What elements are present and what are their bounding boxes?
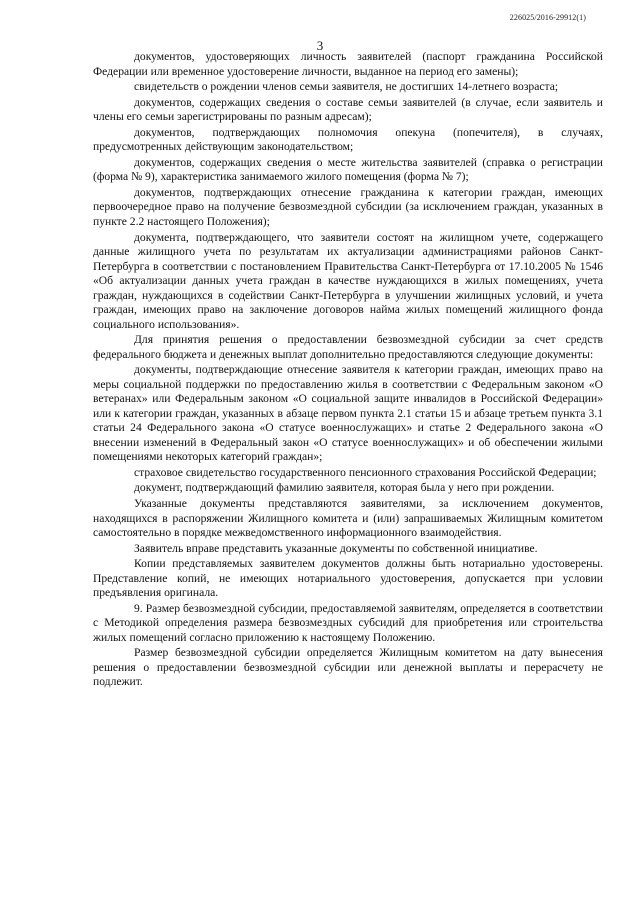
paragraph-subsidy-size-method: 9. Размер безвозмездной субсидии, предоставляемой заявителям, определяется в соответствии с Методикой определения размера безвозмездных субсидий для приобретения или строительства жилых помещений согласно приложению к настоящему Положению.: [93, 601, 603, 644]
paragraph-notarized-copies: Копии представляемых заявителем документов должны быть нотариально удостоверены. Представление копий, не имеющих нотариального удостоверения, допускается при условии предъявления оригинала.: [93, 557, 603, 600]
document-registration-code: 226025/2016-29912(1): [509, 13, 586, 22]
document-body: [93, 50, 603, 691]
paragraph-birth-certificates: свидетельств о рождении членов семьи заявителя, не достигших 14-летнего возраста;: [134, 80, 559, 94]
page-number: 3: [316, 38, 324, 53]
paragraph-residence-documents: документов, содержащих сведения о месте жительства заявителей (справка о регистрации (форма № 9), характеристика занимаемого жилого помещения (форма № 7);: [93, 155, 603, 184]
paragraph-guardian-authority: документов, подтверждающих полномочия опекуна (попечителя), в случаях, предусмотренных действующим законодательством;: [93, 125, 603, 154]
paragraph-interagency-requests: Указанные документы представляются заявителями, за исключением документов, находящихся в распоряжении Жилищного комитета и (или) запрашиваемых Жилищным комитетом самостоятельно в порядке межведомственного информационного взаимодействия.: [93, 497, 603, 540]
paragraph-social-support-category: документы, подтверждающие отнесение заявителя к категории граждан, имеющих право на меры социальной поддержки по предоставлению жилья в соответствии с Федеральным законом «О ветеранах» или Федеральным законом «О социальной защите инвалидов в Российской Федерации» или к категории граждан, указанных в абзаце первом пункта 2.1 статьи 15 и абзаце третьем пункта 3.1 статьи 24 Федерального закона «О статусе военнослужащих» и статье 2 Федерального закона «О внесении изменений в Федеральный закон «О статусе военнослужащих» и об обеспечении жилыми помещениями некоторых категорий граждан»;: [93, 363, 603, 464]
paragraph-own-initiative: Заявитель вправе представить указанные документы по собственной инициативе.: [134, 541, 538, 555]
paragraph-family-composition: документов, содержащих сведения о составе семьи заявителей (в случае, если заявитель и члены его семьи зарегистрированы по разным адресам);: [93, 95, 603, 124]
paragraph-pension-insurance: страховое свидетельство государственного пенсионного страхования Российской Федерации;: [134, 465, 597, 479]
paragraph-birth-surname: документ, подтверждающий фамилию заявителя, которая была у него при рождении.: [134, 481, 555, 495]
paragraph-subsidy-size-date: Размер безвозмездной субсидии определяется Жилищным комитетом на дату вынесения решения о предоставлении безвозмездной субсидии или денежной выплаты и перерасчету не подлежит.: [93, 646, 603, 689]
paragraph-priority-category: документов, подтверждающих отнесение гражданина к категории граждан, имеющих первоочередное право на получение безвозмездной субсидии (за исключением граждан, указанных в пункте 2.2 настоящего Положения);: [93, 185, 603, 228]
paragraph-housing-registration: документа, подтверждающего, что заявители состоят на жилищном учете, содержащего данные жилищного учета по результатам их актуализации администрациями районов Санкт-Петербурга в соответствии с постановлением Правительства Санкт-Петербурга от 17.10.2005 № 1546 «Об актуализации данных учета граждан в качестве нуждающихся в жилых помещениях, учета граждан, нуждающихся в содействии Санкт-Петербурга в улучшении жилищных условий, и учета граждан, имеющих право на заключение договоров найма жилых помещений жилищного фонда социального использования».: [93, 230, 603, 331]
paragraph-federal-budget-documents: Для принятия решения о предоставлении безвозмездной субсидии за счет средств федерального бюджета и денежных выплат дополнительно предоставляются следующие документы:: [93, 333, 603, 361]
paragraph-identity-documents: документов, удостоверяющих личность заявителей (паспорт гражданина Российской Федерации или временное удостоверение личности, выданное на период его замены);: [93, 50, 603, 78]
